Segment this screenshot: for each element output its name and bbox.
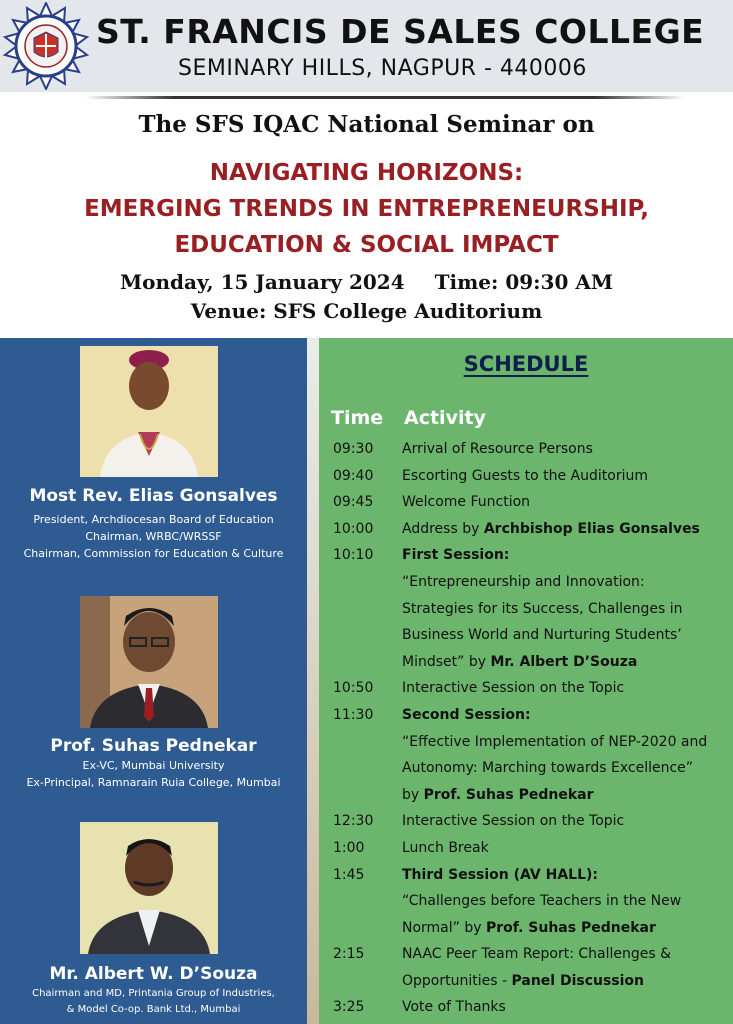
speaker-role: & Model Co-op. Bank Ltd., Mumbai xyxy=(66,1004,241,1015)
header-divider xyxy=(85,96,685,99)
session-line: “Effective Implementation of NEP-2020 and xyxy=(402,733,708,750)
seminar-time: Time: 09:30 AM xyxy=(434,270,614,294)
schedule-row xyxy=(319,808,733,835)
session-heading: Second Session: xyxy=(402,706,531,723)
speaker-name: Prof. Suhas Pednekar xyxy=(50,736,257,756)
session-line: NAAC Peer Team Report: Challenges & xyxy=(402,946,672,963)
schedule-row xyxy=(319,463,733,490)
session-line: “Challenges before Teachers in the New xyxy=(402,893,682,910)
session-line: Strategies for its Success, Challenges in xyxy=(402,600,683,617)
row-activity: Interactive Session on the Topic xyxy=(402,813,625,830)
speaker-photo xyxy=(80,346,218,477)
row-time: 12:30 xyxy=(333,813,374,830)
row-speaker: Archbishop Elias Gonsalves xyxy=(483,520,700,537)
row-time: 10:50 xyxy=(333,680,374,697)
row-time: 1:45 xyxy=(333,866,365,883)
schedule-row xyxy=(319,542,733,675)
session-heading: Third Session (AV HALL): xyxy=(402,866,598,883)
schedule-row xyxy=(319,862,733,942)
row-activity: Welcome Function xyxy=(402,494,531,511)
theme-line: EDUCATION & SOCIAL IMPACT xyxy=(174,232,559,258)
speaker-photo xyxy=(80,822,218,954)
row-time: 3:25 xyxy=(333,999,365,1016)
schedule-title: SCHEDULE xyxy=(463,352,589,376)
row-activity: Escorting Guests to the Auditorium xyxy=(402,467,648,484)
row-speaker: Prof. Suhas Pednekar xyxy=(485,919,656,936)
session-line: Business World and Nurturing Students’ xyxy=(402,627,682,644)
speaker-photo xyxy=(80,596,218,728)
schedule-table xyxy=(319,436,733,1021)
row-time: 10:00 xyxy=(333,520,374,537)
row-activity: Address by xyxy=(402,520,484,537)
session-heading: First Session: xyxy=(402,547,510,564)
schedule-row xyxy=(319,436,733,463)
speaker-roles xyxy=(0,511,307,562)
row-activity: Interactive Session on the Topic xyxy=(402,680,625,697)
row-speaker: Panel Discussion xyxy=(511,972,645,989)
seminar-intro: The SFS IQAC National Seminar on xyxy=(138,111,595,138)
theme-line: NAVIGATING HORIZONS: xyxy=(209,160,524,186)
session-line: by xyxy=(402,786,424,803)
schedule-row xyxy=(319,675,733,702)
schedule-header-time: Time xyxy=(331,407,384,429)
college-crest-icon xyxy=(2,2,90,90)
row-time: 09:30 xyxy=(333,441,374,457)
row-speaker: Prof. Suhas Pednekar xyxy=(423,786,594,803)
speaker-name: Most Rev. Elias Gonsalves xyxy=(29,486,278,506)
schedule-row xyxy=(319,489,733,516)
schedule-header-activity: Activity xyxy=(404,407,486,429)
schedule-row xyxy=(319,941,733,994)
speaker-role: President, Archdiocesan Board of Education xyxy=(33,513,274,526)
speaker-role: Chairman and MD, Printania Group of Industries, xyxy=(32,988,275,999)
row-time: 09:40 xyxy=(333,467,374,484)
schedule-row xyxy=(319,516,733,543)
college-address: SEMINARY HILLS, NAGPUR - 440006 xyxy=(178,56,587,81)
speaker-role: Ex-Principal, Ramnarain Ruia College, Mumbai xyxy=(26,776,281,789)
row-time: 11:30 xyxy=(333,706,374,723)
speaker-role: Ex-VC, Mumbai University xyxy=(82,759,225,772)
speaker-roles xyxy=(0,986,307,1018)
row-time: 2:15 xyxy=(333,946,365,963)
row-time: 09:45 xyxy=(333,494,374,511)
row-activity: Arrival of Resource Persons xyxy=(402,441,593,457)
session-line: Autonomy: Marching towards Excellence” xyxy=(402,760,694,777)
college-name: ST. FRANCIS DE SALES COLLEGE xyxy=(96,12,705,51)
theme-line: EMERGING TRENDS IN ENTREPRENEURSHIP, xyxy=(84,196,649,222)
session-line: Normal” by xyxy=(402,919,486,936)
seminar-datetime xyxy=(0,270,733,294)
session-line: Mindset” by xyxy=(402,653,491,670)
session-line: Opportunities - xyxy=(402,972,512,989)
speaker-role: Chairman, WRBC/WRSSF xyxy=(85,530,222,543)
panel-gutter xyxy=(307,338,319,1024)
row-activity: Vote of Thanks xyxy=(402,999,506,1016)
seminar-theme xyxy=(0,155,733,263)
schedule-row xyxy=(319,702,733,808)
speaker-roles xyxy=(0,757,307,791)
schedule-row xyxy=(319,835,733,862)
row-speaker: Mr. Albert D’Souza xyxy=(490,653,638,670)
row-activity: Lunch Break xyxy=(402,839,489,856)
speaker-role: Chairman, Commission for Education & Culture xyxy=(23,547,284,560)
schedule-row xyxy=(319,994,733,1021)
speaker-name: Mr. Albert W. D’Souza xyxy=(49,964,258,984)
seminar-date: Monday, 15 January 2024 xyxy=(119,270,405,294)
college-header xyxy=(0,0,733,92)
row-time: 1:00 xyxy=(333,839,365,856)
seminar-venue: Venue: SFS College Auditorium xyxy=(190,299,543,323)
session-line: “Entrepreneurship and Innovation: xyxy=(402,573,645,590)
row-time: 10:10 xyxy=(333,547,374,564)
